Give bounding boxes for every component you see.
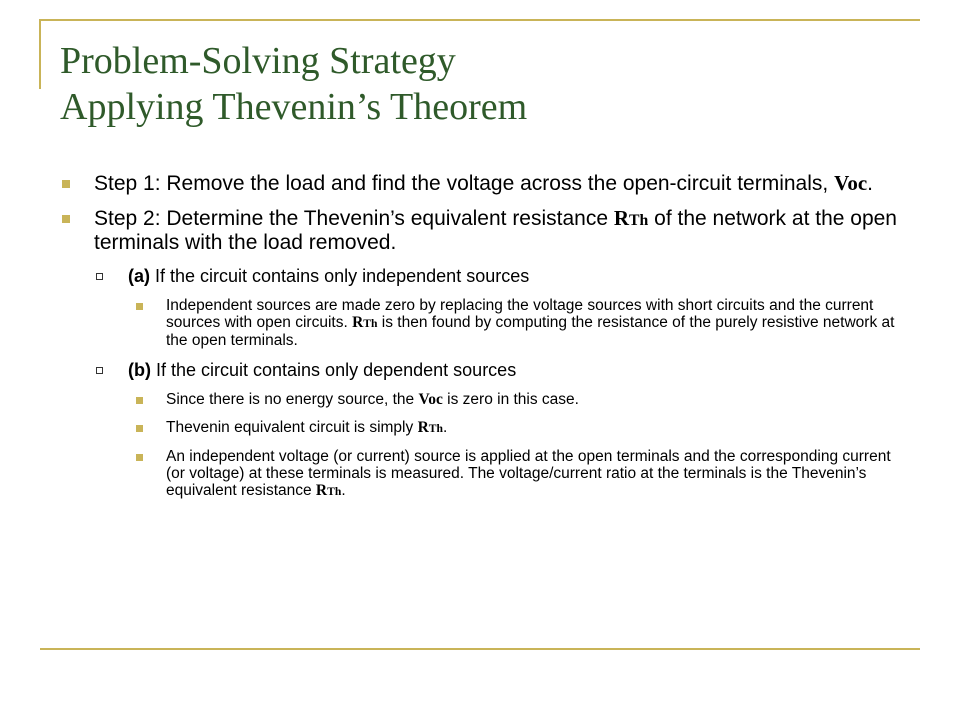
left-rule: [39, 19, 41, 89]
bottom-rule: [40, 648, 920, 650]
voc-symbol: Voc: [834, 171, 868, 195]
hollow-square-bullet-icon: [96, 367, 103, 374]
case-b: (b) If the circuit contains only dependent sources: [60, 360, 900, 380]
hollow-square-bullet-icon: [96, 273, 103, 280]
square-bullet-icon: [62, 215, 70, 223]
case-b-detail-3: An independent voltage (or current) source is applied at the open terminals and the corresponding current (or voltage) at these terminals is measured. The voltage/current ratio at the terminals is the Thevenin’s equivalent resistance RTh.: [60, 448, 900, 500]
slide-body: [60, 172, 900, 511]
step-2: Step 2: Determine the Thevenin’s equivalent resistance RTh of the network at the open terminals with the load removed.: [60, 207, 900, 254]
case-a-detail: Independent sources are made zero by replacing the voltage sources with short circuits and the current sources with open circuits. RTh is then found by computing the resistance of the purely resistive network at the open terminals.: [60, 297, 900, 349]
square-bullet-icon: [136, 397, 143, 404]
case-a: (a) If the circuit contains only independent sources: [60, 266, 900, 286]
step-1: Step 1: Remove the load and find the voltage across the open-circuit terminals, Voc.: [60, 172, 900, 195]
square-bullet-icon: [136, 303, 143, 310]
title-line-2: Applying Thevenin’s Theorem: [60, 86, 528, 128]
square-bullet-icon: [62, 180, 70, 188]
title-line-1: Problem-Solving Strategy: [60, 40, 456, 82]
case-b-detail-2: Thevenin equivalent circuit is simply RTh.: [60, 419, 900, 437]
rth-symbol: RTh: [315, 482, 342, 499]
voc-symbol: Voc: [418, 391, 443, 408]
rth-symbol: RTh: [417, 419, 443, 436]
square-bullet-icon: [136, 425, 143, 432]
case-b-detail-1: Since there is no energy source, the Voc is zero in this case.: [60, 391, 900, 408]
slide-title: [60, 38, 920, 130]
square-bullet-icon: [136, 454, 143, 461]
top-rule: [40, 19, 920, 21]
rth-symbol: RTh: [613, 206, 649, 230]
rth-symbol: RTh: [352, 314, 378, 331]
